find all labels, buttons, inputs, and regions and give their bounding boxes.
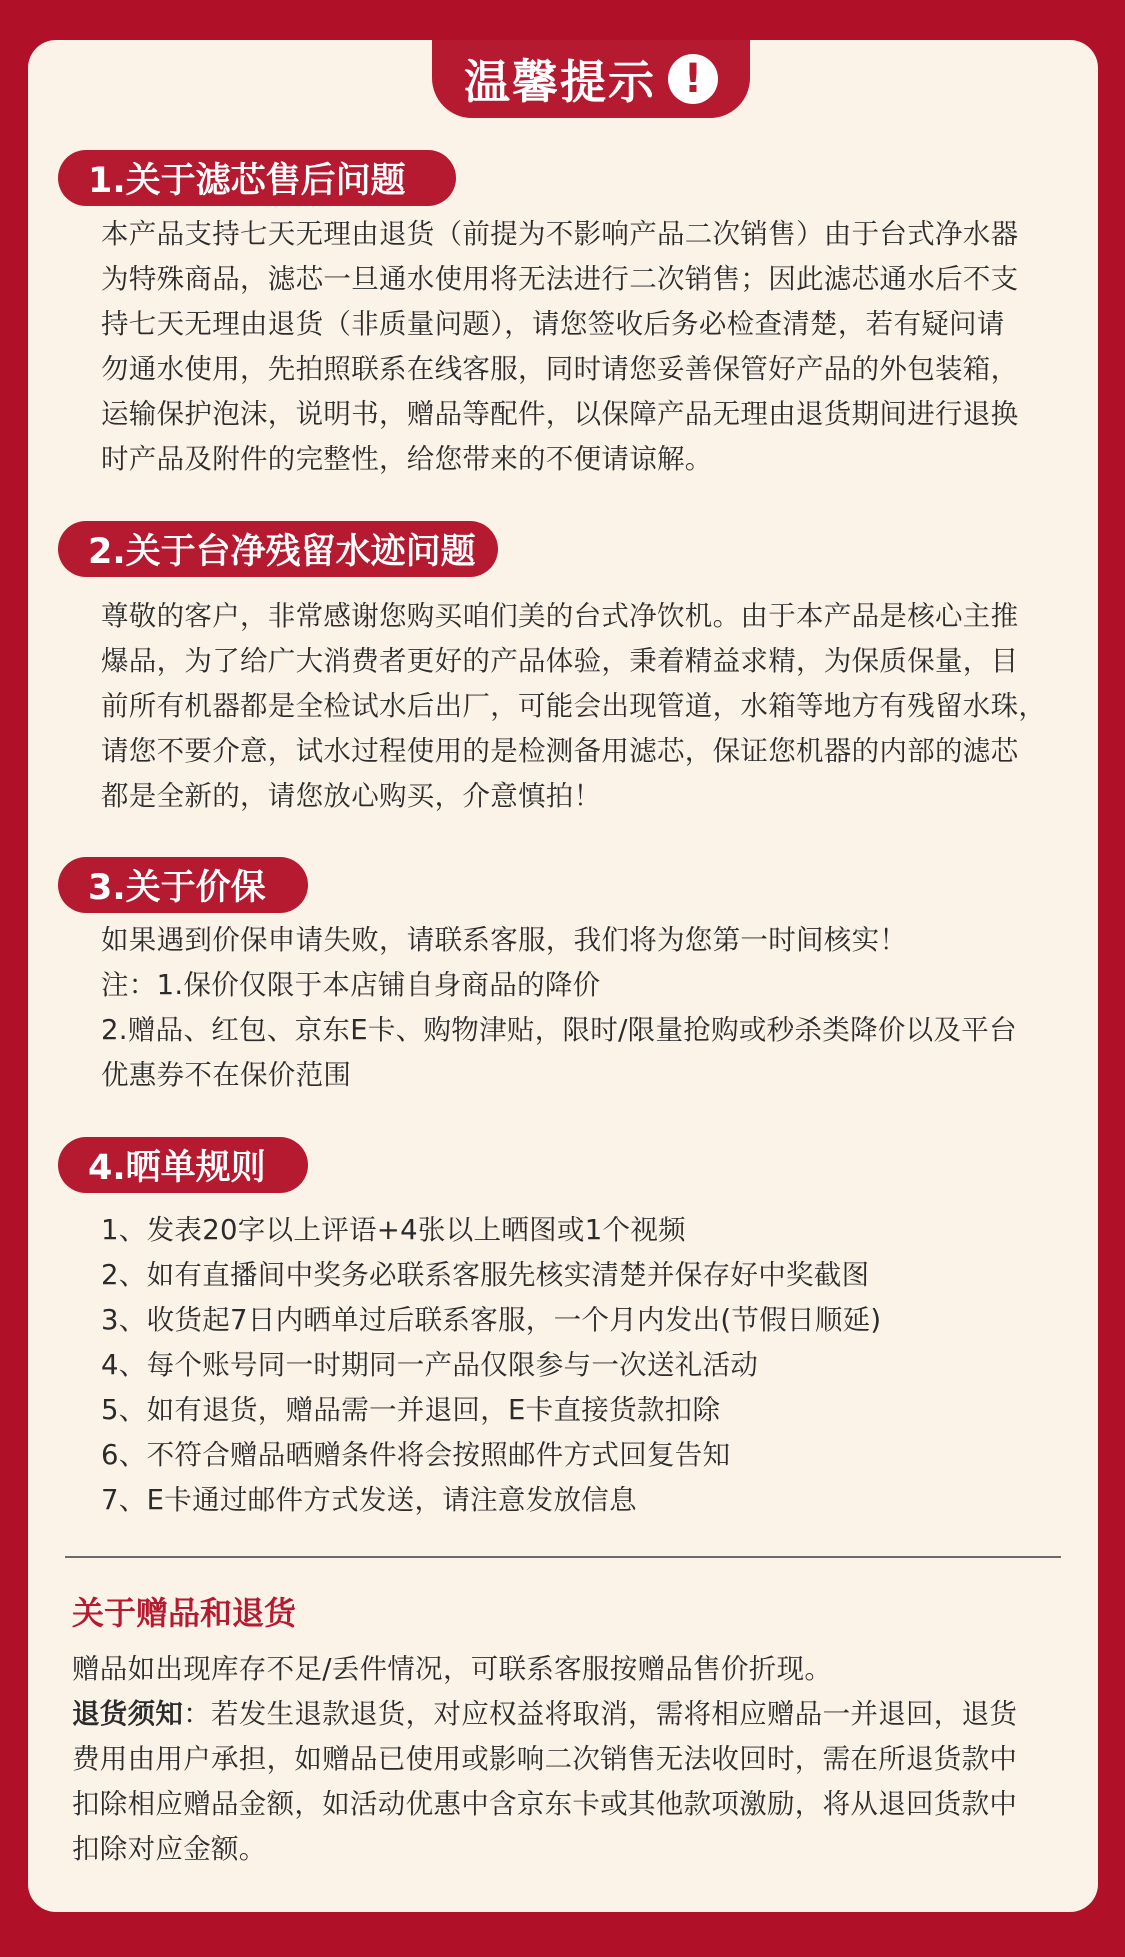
text-line: 都是全新的，请您放心购买，介意慎拍！	[101, 780, 602, 812]
text-line: 扣除相应赠品金额，如活动优惠中含京东卡或其他款项激励，将从退回货款中	[72, 1788, 1018, 1820]
text-line: 为特殊商品，滤芯一旦通水使用将无法进行二次销售；因此滤芯通水后不支	[101, 263, 1019, 295]
text-line: 优惠券不在保价范围	[101, 1059, 352, 1091]
text-line: 赠品如出现库存不足/丢件情况，可联系客服按赠品售价折现。	[72, 1653, 833, 1685]
text-line: 2.赠品、红包、京东E卡、购物津贴，限时/限量抢购或秒杀类降价以及平台	[101, 1014, 1017, 1046]
list-item: 5、如有退货，赠品需一并退回，E卡直接货款扣除	[101, 1394, 721, 1426]
section-2-body	[101, 594, 1071, 819]
text-line: 运输保护泡沫，说明书，赠品等配件，以保障产品无理由退货期间进行退换	[101, 398, 1019, 430]
gift-return-body	[72, 1647, 1072, 1872]
text-line: 前所有机器都是全检试水后出厂，可能会出现管道，水箱等地方有残留水珠，	[101, 690, 1047, 722]
list-item: 7、E卡通过邮件方式发送，请注意发放信息	[101, 1484, 637, 1516]
text-line: 扣除对应金额。	[72, 1833, 267, 1865]
return-notice-label: 退货须知	[72, 1698, 184, 1730]
page-title: 温馨提示	[464, 55, 656, 109]
text-line: 如果遇到价保申请失败，请联系客服，我们将为您第一时间核实！	[101, 924, 908, 956]
text-line: 持七天无理由退货（非质量问题），请您签收后务必检查清楚，若有疑问请	[101, 308, 1005, 340]
list-item: 3、收货起7日内晒单过后联系客服，一个月内发出(节假日顺延)	[101, 1304, 882, 1336]
section-1-body	[101, 212, 1071, 482]
text-line: 勿通水使用，先拍照联系在线客服，同时请您妥善保管好产品的外包装箱，	[101, 353, 1019, 385]
text-line: 请您不要介意，试水过程使用的是检测备用滤芯，保证您机器的内部的滤芯	[101, 735, 1019, 767]
text-line	[72, 1692, 1072, 1737]
list-item: 2、如有直播间中奖务必联系客服先核实清楚并保存好中奖截图	[101, 1259, 870, 1291]
section-3-title: 3.关于价保	[58, 857, 308, 913]
divider	[65, 1556, 1061, 1558]
text-line: 爆品，为了给广大消费者更好的产品体验，秉着精益求精，为保质保量，目	[101, 645, 1019, 677]
exclamation-icon: !	[668, 54, 718, 104]
section-3-body	[101, 918, 1071, 1098]
header-tab	[432, 40, 750, 118]
section-4-body	[101, 1208, 1071, 1523]
return-notice-text: ：若发生退款退货，对应权益将取消，需将相应赠品一并退回，退货	[183, 1698, 1018, 1730]
section-1-title: 1.关于滤芯售后问题	[58, 150, 456, 206]
list-item: 4、每个账号同一时期同一产品仅限参与一次送礼活动	[101, 1349, 759, 1381]
gift-return-heading: 关于赠品和退货	[72, 1594, 297, 1632]
text-line: 费用由用户承担，如赠品已使用或影响二次销售无法收回时，需在所退货款中	[72, 1743, 1018, 1775]
section-2-title: 2.关于台净残留水迹问题	[58, 521, 498, 577]
section-4-title: 4.晒单规则	[58, 1137, 308, 1193]
text-line: 注：1.保价仅限于本店铺自身商品的降价	[101, 969, 601, 1001]
list-item: 6、不符合赠品晒赠条件将会按照邮件方式回复告知	[101, 1439, 731, 1471]
notice-card	[28, 40, 1098, 1912]
text-line: 本产品支持七天无理由退货（前提为不影响产品二次销售）由于台式净水器	[101, 218, 1019, 250]
list-item: 1、发表20字以上评语+4张以上晒图或1个视频	[101, 1214, 686, 1246]
text-line: 尊敬的客户，非常感谢您购买咱们美的台式净饮机。由于本产品是核心主推	[101, 600, 1019, 632]
text-line: 时产品及附件的完整性，给您带来的不便请谅解。	[101, 443, 713, 475]
